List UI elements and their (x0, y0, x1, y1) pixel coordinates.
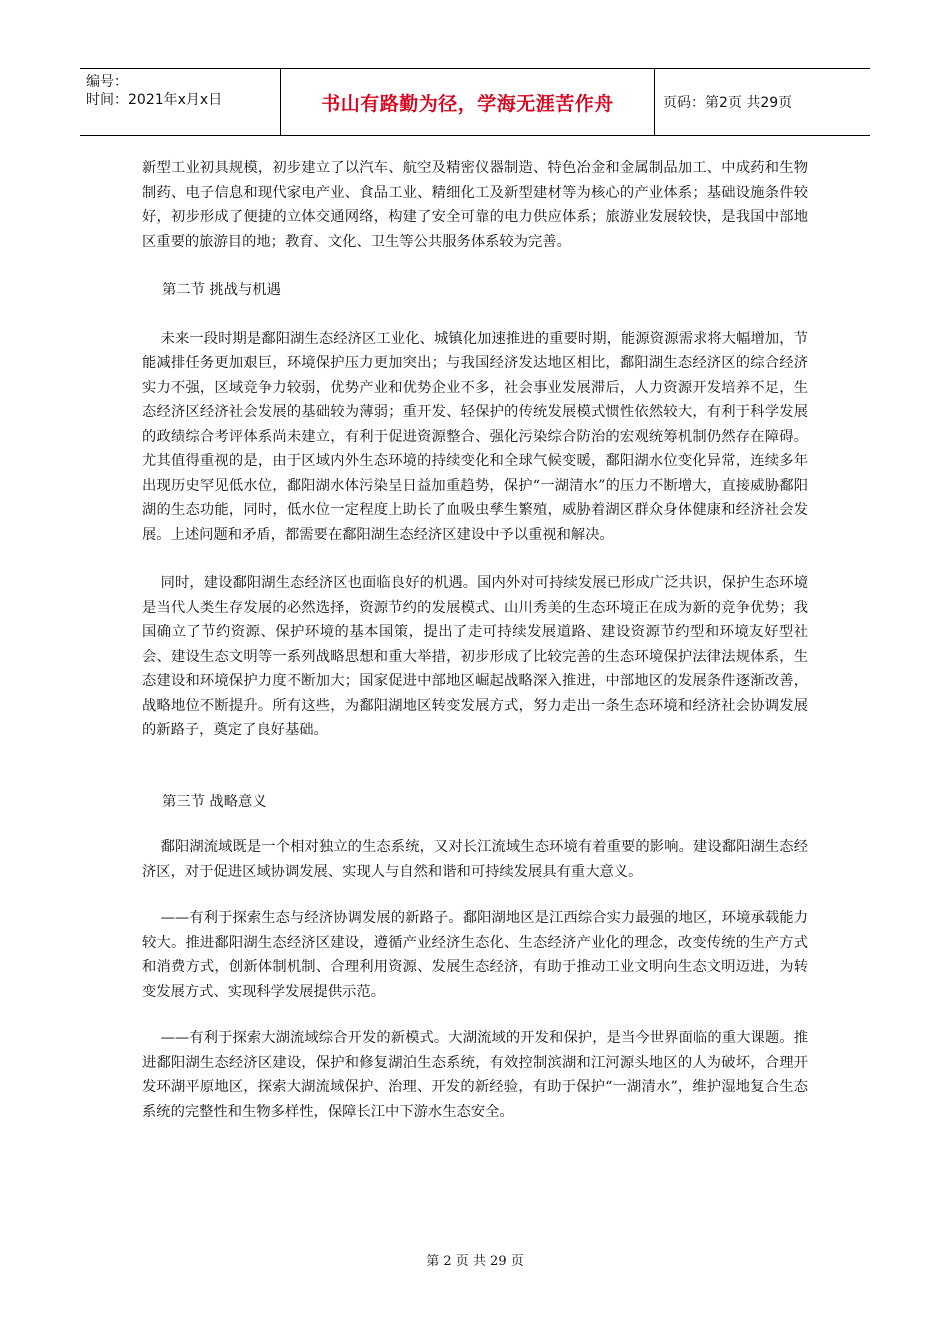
page-footer (0, 1250, 950, 1269)
header-page-info-cell (655, 69, 870, 135)
body-paragraph: 鄱阳湖流域既是一个相对独立的生态系统，又对长江流域生态环境有着重要的影响。建设鄱阳湖生态经济区，对于促进区域协调发展、实现人与自然和谐和可持续发展具有重大意义。 (142, 839, 808, 880)
section-heading: 第三节 战略意义 (162, 793, 267, 810)
body-paragraph: 同时，建设鄱阳湖生态经济区也面临良好的机遇。国内外对可持续发展已形成广泛共识，保护生态环境是当代人类生存发展的必然选择，资源节约的发展模式、山川秀美的生态环境正在成为新的竞争优势；我国确立了节约资源、保护环境的基本国策，提出了走可持续发展道路、建设资源节约型和环境友好型社会、建设生态文明等一系列战略思想和重大举措，初步形成了比较完善的生态环境保护法律法规体系，生态建设和环境保护力度不断加大；国家促进中部地区崛起战略深入推进，中部地区的发展条件逐渐改善，战略地位不断提升。所有这些，为鄱阳湖地区转变发展方式，努力走出一条生态环境和经济社会协调发展的新路子，奠定了良好基础。 (142, 575, 808, 738)
section-heading: 第二节 挑战与机遇 (162, 282, 281, 298)
body-paragraph: 未来一段时期是鄱阳湖生态经济区工业化、城镇化加速推进的重要时期，能源资源需求将大幅增加，节能减排任务更加艰巨，环境保护压力更加突出；与我国经济发达地区相比，鄱阳湖生态经济区的综合经济实力不强，区域竞争力较弱，优势产业和优势企业不多，社会事业发展滞后，人力资源开发培养不足，生态经济区经济社会发展的基础较为薄弱；重开发、轻保护的传统发展模式惯性依然较大，有利于科学发展的政绩综合考评体系尚未建立，有利于促进资源整合、强化污染综合防治的宏观统筹机制仍然存在障碍。尤其值得重视的是，由于区域内外生态环境的持续变化和全球气候变暖，鄱阳湖水位变化异常，连续多年出现历史罕见低水位，鄱阳湖水体污染呈日益加重趋势，保护“一湖清水”的压力不断增大，直接威胁鄱阳湖的生态功能，同时，低水位一定程度上助长了血吸虫孳生繁殖，威胁着湖区群众身体健康和经济社会发展。上述问题和矛盾，都需要在鄱阳湖生态经济区建设中予以重视和解决。 (142, 330, 808, 543)
body-paragraph: ——有利于探索生态与经济协调发展的新路子。鄱阳湖地区是江西综合实力最强的地区，环境承载能力较大。推进鄱阳湖生态经济区建设，遵循产业经济生态化、生态经济产业化的理念，改变传统的生产方式和消费方式，创新体制机制、合理利用资源、发展生态经济，有助于推动工业文明向生态文明迈进，为转变发展方式、实现科学发展提供示范。 (142, 910, 808, 1000)
footer-page-number: 第 2 页 共 29 页 (426, 1254, 524, 1269)
doc-code-label: 编号： (86, 74, 128, 90)
header-motto: 书山有路勤为径，学海无涯苦作舟 (321, 92, 614, 115)
header-meta (80, 69, 281, 135)
document-body (142, 156, 808, 1124)
doc-time-label: 时间：2021年x月x日 (86, 92, 223, 108)
header-motto-cell (281, 69, 655, 135)
body-paragraph: ——有利于探索大湖流域综合开发的新模式。大湖流域的开发和保护，是当今世界面临的重大课题。推进鄱阳湖生态经济区建设，保护和修复湖泊生态系统，有效控制滨湖和江河源头地区的人为破坏，合理开发环湖平原地区，探索大湖流域保护、治理、开发的新经验，有助于保护“一湖清水”，维护湿地复合生态系统的完整性和生物多样性，保障长江中下游水生态安全。 (142, 1030, 808, 1120)
page-header (80, 68, 870, 136)
body-paragraph: 新型工业初具规模，初步建立了以汽车、航空及精密仪器制造、特色冶金和金属制品加工、中成药和生物制药、电子信息和现代家电产业、食品工业、精细化工及新型建材等为核心的产业体系；基础设施条件较好，初步形成了便捷的立体交通网络，构建了安全可靠的电力供应体系；旅游业发展较快，是我国中部地区重要的旅游目的地；教育、文化、卫生等公共服务体系较为完善。 (142, 160, 808, 250)
header-page-info: 页码：第2页 共29页 (663, 95, 793, 111)
